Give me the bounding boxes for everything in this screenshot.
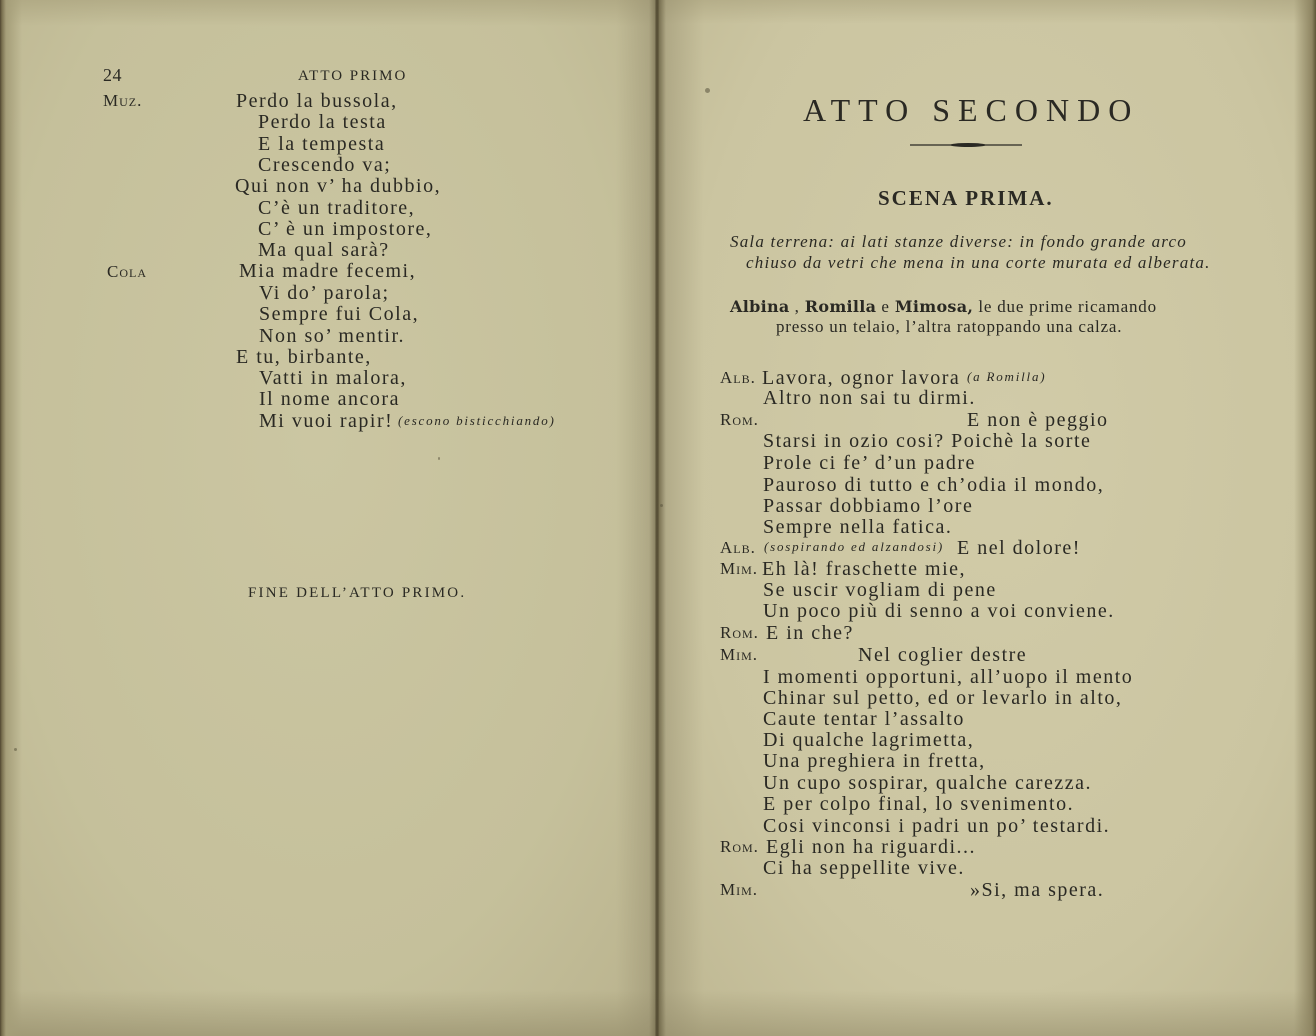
dialogue-line: E non è peggio (967, 409, 1109, 431)
verse-line: C’ è un impostore, (258, 218, 433, 240)
scene-title: SCENA PRIMA. (878, 186, 1054, 210)
decorative-rule (910, 140, 1022, 150)
speaker-label: Rom. (720, 837, 759, 856)
paper-speck (660, 504, 663, 507)
book-gutter (655, 0, 659, 1036)
dialogue-line: E nel dolore! (957, 537, 1081, 559)
verse-line: Non so’ mentir. (259, 325, 406, 347)
verse-line: Ma qual sarà? (258, 239, 390, 261)
dialogue-line: Lavora, ognor lavora (762, 367, 961, 389)
dialogue-line: I momenti opportuni, all’uopo il mento (763, 666, 1134, 688)
cast-description: le due prime ricamando (978, 297, 1157, 316)
stage-direction: (sospirando ed alzandosi) (764, 539, 945, 554)
verse-line: Vatti in malora, (259, 367, 407, 389)
speaker-label: Alb. (720, 538, 756, 557)
cast-description: presso un telaio, l’altra ratoppando una calza. (776, 317, 1123, 336)
verse-line: Perdo la testa (258, 111, 387, 133)
speaker-label: Mim. (720, 880, 759, 899)
verse-line: E tu, birbante, (236, 346, 372, 368)
right-page (658, 0, 1316, 1036)
speaker-label: Rom. (720, 623, 759, 642)
verse-line: Perdo la bussola, (236, 90, 398, 112)
dialogue-line: Sempre nella fatica. (763, 516, 953, 538)
dialogue-line: Una preghiera in fretta, (763, 750, 986, 772)
verse-line: E la tempesta (258, 133, 386, 155)
verse-line: Il nome ancora (259, 388, 400, 410)
speaker-label: Mim. (720, 645, 759, 664)
cast-name: Mimosa, (894, 297, 974, 316)
dialogue-line: Cosi vinconsi i padri un po’ testardi. (763, 815, 1111, 837)
cast-name: Albina (730, 297, 790, 316)
speaker-label: Muz. (103, 91, 143, 110)
verse-line: Vi do’ parola; (259, 282, 390, 304)
cast-separator: , (794, 297, 800, 316)
paper-speck (438, 457, 440, 460)
dialogue-line: E in che? (766, 622, 854, 644)
dialogue-line: Prole ci fe’ d’un padre (763, 452, 976, 474)
end-of-act-note: FINE DELL’ATTO PRIMO. (248, 585, 467, 601)
speaker-label: Rom. (720, 410, 759, 429)
dialogue-line: Caute tentar l’assalto (763, 708, 965, 730)
act-title: ATTO SECONDO (803, 92, 1140, 128)
stage-direction: (a Romilla) (967, 369, 1047, 384)
dialogue-line: Un poco più di senno a voi conviene. (763, 600, 1115, 622)
speaker-label: Alb. (720, 368, 756, 387)
setting-description: Sala terrena: ai lati stanze diverse: in fondo grande arco (730, 232, 1187, 251)
dialogue-line: Un cupo sospirar, qualche carezza. (763, 772, 1092, 794)
dialogue-line: Chinar sul petto, ed or levarlo in alto, (763, 687, 1123, 709)
dialogue-line: Se uscir vogliam di pene (763, 579, 997, 601)
dialogue-line: Egli non ha riguardi... (766, 836, 977, 858)
verse-line: Mia madre fecemi, (239, 260, 417, 282)
dialogue-line: E per colpo final, lo svenimento. (763, 793, 1075, 815)
speaker-label: Mim. (720, 559, 759, 578)
page-number: 24 (103, 65, 122, 85)
setting-description: chiuso da vetri che mena in una corte murata ed alberata. (746, 253, 1211, 272)
verse-line: C’è un traditore, (258, 197, 416, 219)
dialogue-line: Passar dobbiamo l’ore (763, 495, 974, 517)
verse-line: Qui non v’ ha dubbio, (235, 175, 442, 197)
dialogue-line: »Si, ma spera. (970, 879, 1105, 901)
dialogue-line: Pauroso di tutto e ch’odia il mondo, (763, 474, 1105, 496)
paper-speck (14, 748, 17, 751)
dialogue-line: Nel coglier destre (858, 644, 1028, 666)
verse-line: Sempre fui Cola, (259, 303, 420, 325)
verse-line: Crescendo va; (258, 154, 392, 176)
running-head: ATTO PRIMO (298, 68, 408, 84)
dialogue-line: Altro non sai tu dirmi. (763, 387, 976, 409)
dialogue-line: Di qualche lagrimetta, (763, 729, 975, 751)
cast-name: Romilla (804, 297, 877, 316)
stage-direction: (escono bisticchiando) (398, 413, 556, 428)
speaker-label: Cola (107, 262, 148, 281)
paper-speck (705, 88, 710, 93)
verse-line: Mi vuoi rapir! (259, 410, 394, 432)
dialogue-line: Starsi in ozio cosi? Poichè la sorte (763, 430, 1092, 452)
cast-separator: e (881, 297, 890, 316)
dialogue-line: Ci ha seppellite vive. (763, 857, 965, 879)
dialogue-line: Eh là! fraschette mie, (762, 558, 967, 580)
cast-line (730, 296, 1157, 318)
